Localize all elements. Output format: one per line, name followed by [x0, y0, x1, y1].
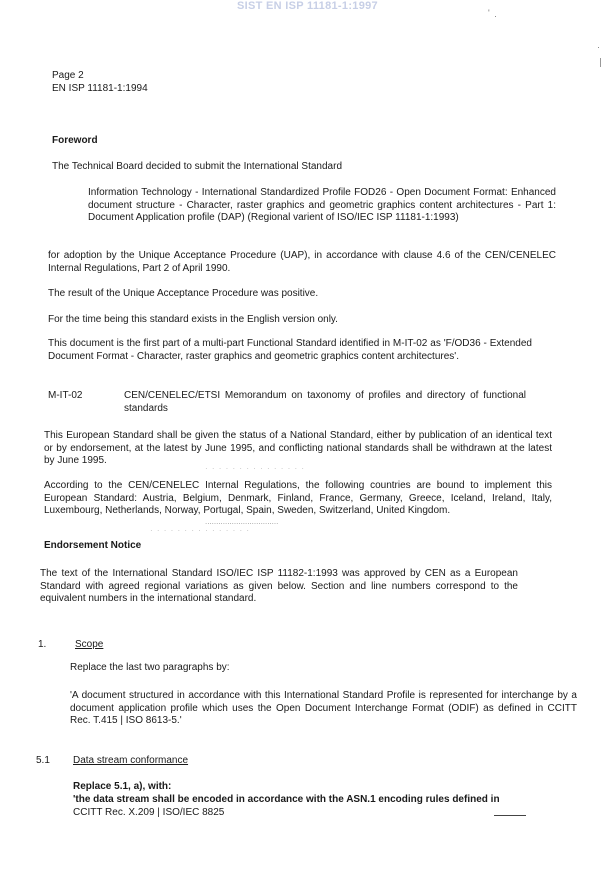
section-instruction: Replace 5.1, a), with:: [73, 781, 172, 792]
scan-mark-tick: ': [488, 8, 490, 18]
section-number: 5.1: [36, 755, 50, 766]
reference-label: M-IT-02: [48, 390, 83, 401]
encoding-line-2: CCITT Rec. X.209 | ISO/IEC 8825: [73, 807, 225, 818]
countries-paragraph: According to the CEN/CENELEC Internal Regulations, the following countries are bound to implement this European Standard: Austria, Belgium, Denmark, Finland, France, Germany, Greece, Iceland, Ireland, Italy, Luxembourg, Netherlands, Norway, Portugal, Spain, Sweden, Switzerland, United Kingdom.: [44, 480, 552, 516]
bleed-through-text: · · · · · · · · · · · · · · ·: [205, 464, 306, 473]
bleed-through-dots: .................................: [205, 517, 279, 526]
reference-text: CEN/CENELEC/ETSI Memorandum on taxonomy of profiles and directory of functional standards: [124, 390, 526, 414]
result-paragraph: The result of the Unique Acceptance Procedure was positive.: [48, 288, 319, 299]
adoption-paragraph: for adoption by the Unique Acceptance Procedure (UAP), in accordance with clause 4.6 of the CEN/CENELEC Internal Regulations, Part 2 of April 1990.: [48, 250, 556, 274]
quoted-standard: Information Technology - International Standardized Profile FOD26 - Open Document Format: Enhanced document structure - Character, raster graphics and geometric graphics content architectures - Part 1: Document Application profile (DAP) (Regional varient of ISO/IEC ISP 11181-1:1993): [88, 187, 556, 223]
endorsement-text: The text of the International Standard ISO/IEC ISP 11182-1:1993 was approved by CEN as a European Standard with agreed regional variations as given below. Section and line numbers correspond to the equivalent numbers in the international standard.: [40, 568, 518, 604]
bleed-through-text: · · · · · · · · · · · · · · ·: [150, 526, 251, 535]
foreword-intro: The Technical Board decided to submit the International Standard: [52, 161, 342, 172]
foreword-title: Foreword: [52, 135, 98, 146]
section-instruction: Replace the last two paragraphs by:: [70, 662, 230, 673]
document-id: EN ISP 11181-1:1994: [52, 83, 148, 94]
page-number: Page 2: [52, 70, 84, 81]
scan-mark-dot: ·: [494, 11, 497, 21]
scan-mark-dot: ·: [597, 42, 600, 52]
first-part-paragraph: This document is the first part of a multi-part Functional Standard identified in M-IT-02 as 'F/OD36 - Extended Document Format - Character, raster graphics and geometric graphics content architectures'.: [48, 338, 532, 362]
section-title-scope: Scope: [75, 639, 104, 650]
endorsement-title: Endorsement Notice: [44, 540, 142, 551]
scan-mark-line: [600, 58, 601, 67]
section-title-data-stream-conformance: Data stream conformance: [73, 755, 189, 766]
language-paragraph: For the time being this standard exists in the English version only.: [48, 314, 338, 325]
status-paragraph: This European Standard shall be given the status of a National Standard, either by publication of an identical text or by endorsement, at the latest by June 1995, and conflicting national standards shall be withdrawn at the latest by June 1995.: [44, 430, 552, 466]
watermark: SIST EN ISP 11181-1:1997: [237, 0, 378, 12]
scope-replacement-text: 'A document structured in accordance with this International Standard Profile is represented for interchange by a document application profile which uses the Open Document Interchange Format (ODIF) as defined in CCITT Rec. T.415 | ISO 8613-5.': [70, 690, 577, 726]
encoding-line-1: 'the data stream shall be encoded in accordance with the ASN.1 encoding rules defined in: [73, 794, 500, 805]
stray-underline: [494, 815, 526, 816]
section-number: 1.: [38, 639, 47, 650]
